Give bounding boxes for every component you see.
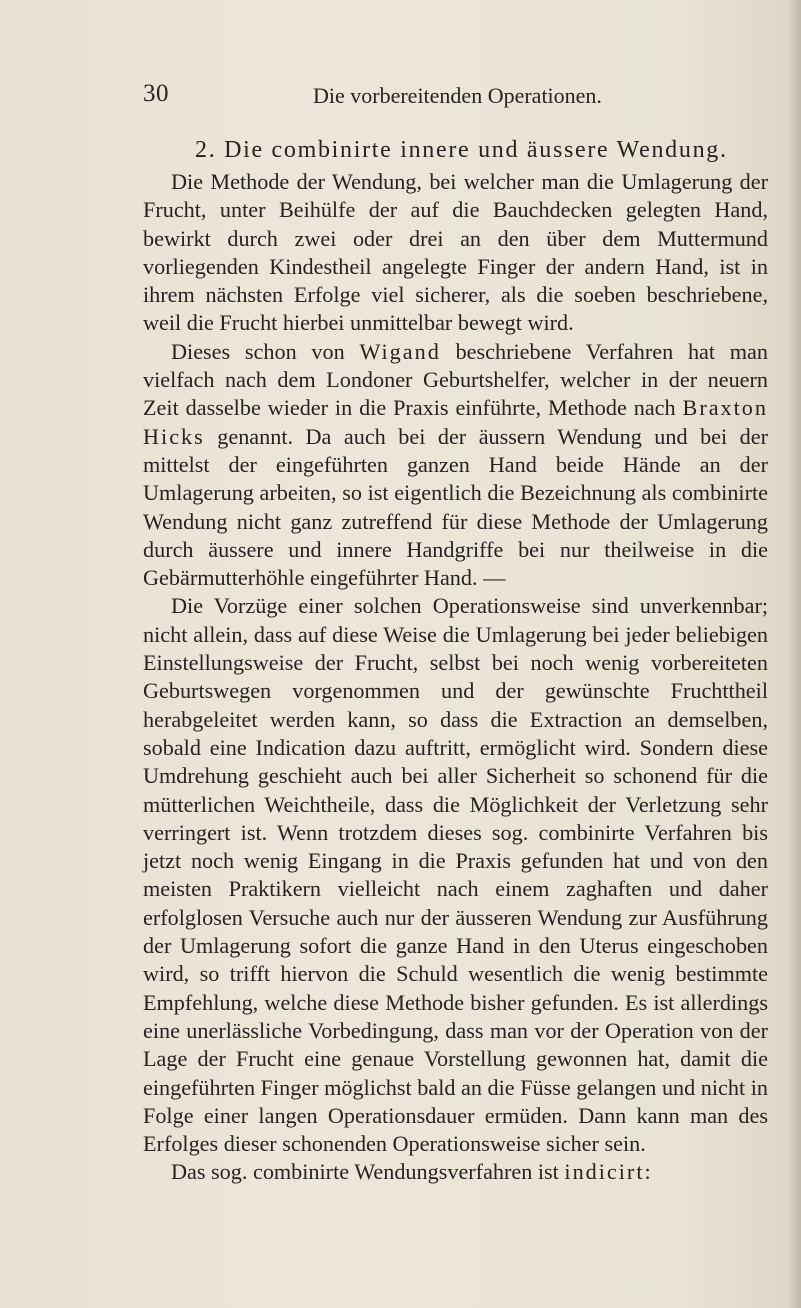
emphasis-braxton-hicks: Braxton Hicks [143, 395, 768, 449]
paragraph-2: Dieses schon von Wigand beschriebene Verfahren hat man vielfach nach dem Londoner Geburtshelfer, welcher in der neuern Zeit dasselbe wieder in die Praxis einführte, Methode nach Braxton Hicks genannt. Da auch bei der äussern Wendung und bei der mittelst der eingeführten ganzen Hand beide Hände an der Umlagerung arbeiten, so ist eigentlich die Bezeichnung als combinirte Wendung nicht ganz zutreffend für diese Methode der Umlagerung durch äussere und innere Handgriffe bei nur theilweise in die Gebärmutterhöhle eingeführter Hand. — [143, 338, 769, 591]
page-edge-shadow [787, 0, 801, 1308]
section-title: 2. Die combinirte innere und äussere Wendung. [195, 137, 728, 163]
emphasis-indicirt: indicirt: [564, 1159, 653, 1185]
paragraph-1: Die Methode der Wendung, bei welcher man die Umlagerung der Frucht, unter Beihülfe der auf die Bauchdecken gelegten Hand, bewirkt durch zwei oder drei an den über dem Muttermund vorliegenden Kindestheil angelegte Finger der andern Hand, ist in ihrem nächsten Erfolge viel sicherer, als die soeben beschriebene, weil die Frucht hierbei unmittelbar bewegt wird. [143, 169, 768, 336]
body-text [143, 168, 768, 1187]
page-number: 30 [143, 80, 169, 107]
paragraph-4: Das sog. combinirte Wendungsverfahren ist indicirt: [171, 1159, 653, 1185]
page-header [143, 80, 743, 110]
running-title: Die vorbereitenden Operationen. [313, 83, 602, 108]
emphasis-wigand: Wigand [359, 338, 441, 364]
paragraph-3: Die Vorzüge einer solchen Operationsweise sind unverkennbar; nicht allein, dass auf diese Weise die Umlagerung bei jeder beliebigen Einstellungsweise der Frucht, selbst bei noch wenig vorbereiteten Geburtswegen vorgenommen und der gewünschte Fruchttheil herabgeleitet werden kann, so dass die Extraction an demselben, sobald eine Indication dazu auftritt, ermöglicht wird. Sondern diese Umdrehung geschieht auch bei aller Sicherheit so schonend für die mütterlichen Weichtheile, dass die Möglichkeit der Verletzung sehr verringert ist. Wenn trotzdem dieses sog. combinirte Verfahren bis jetzt noch wenig Eingang in die Praxis gefunden hat und von den meisten Praktikern vielleicht nach einem zaghaften und daher erfolglosen Versuche auch nur der äusseren Wendung zur Ausführung der Umlagerung sofort die ganze Hand in den Uterus eingeschoben wird, so trifft hiervon die Schuld wesentlich die wenig bestimmte Empfehlung, welche diese Methode bisher gefunden. Es ist allerdings eine unerlässliche Vorbedingung, dass man vor der Operation von der Lage der Frucht eine genaue Vorstellung gewonnen hat, damit die eingeführten Finger möglichst bald an die Füsse gelangen und nicht in Folge einer langen Operationsdauer ermüden. Dann kann man des Erfolges dieser schonenden Operationsweise sicher sein. [143, 593, 768, 1157]
